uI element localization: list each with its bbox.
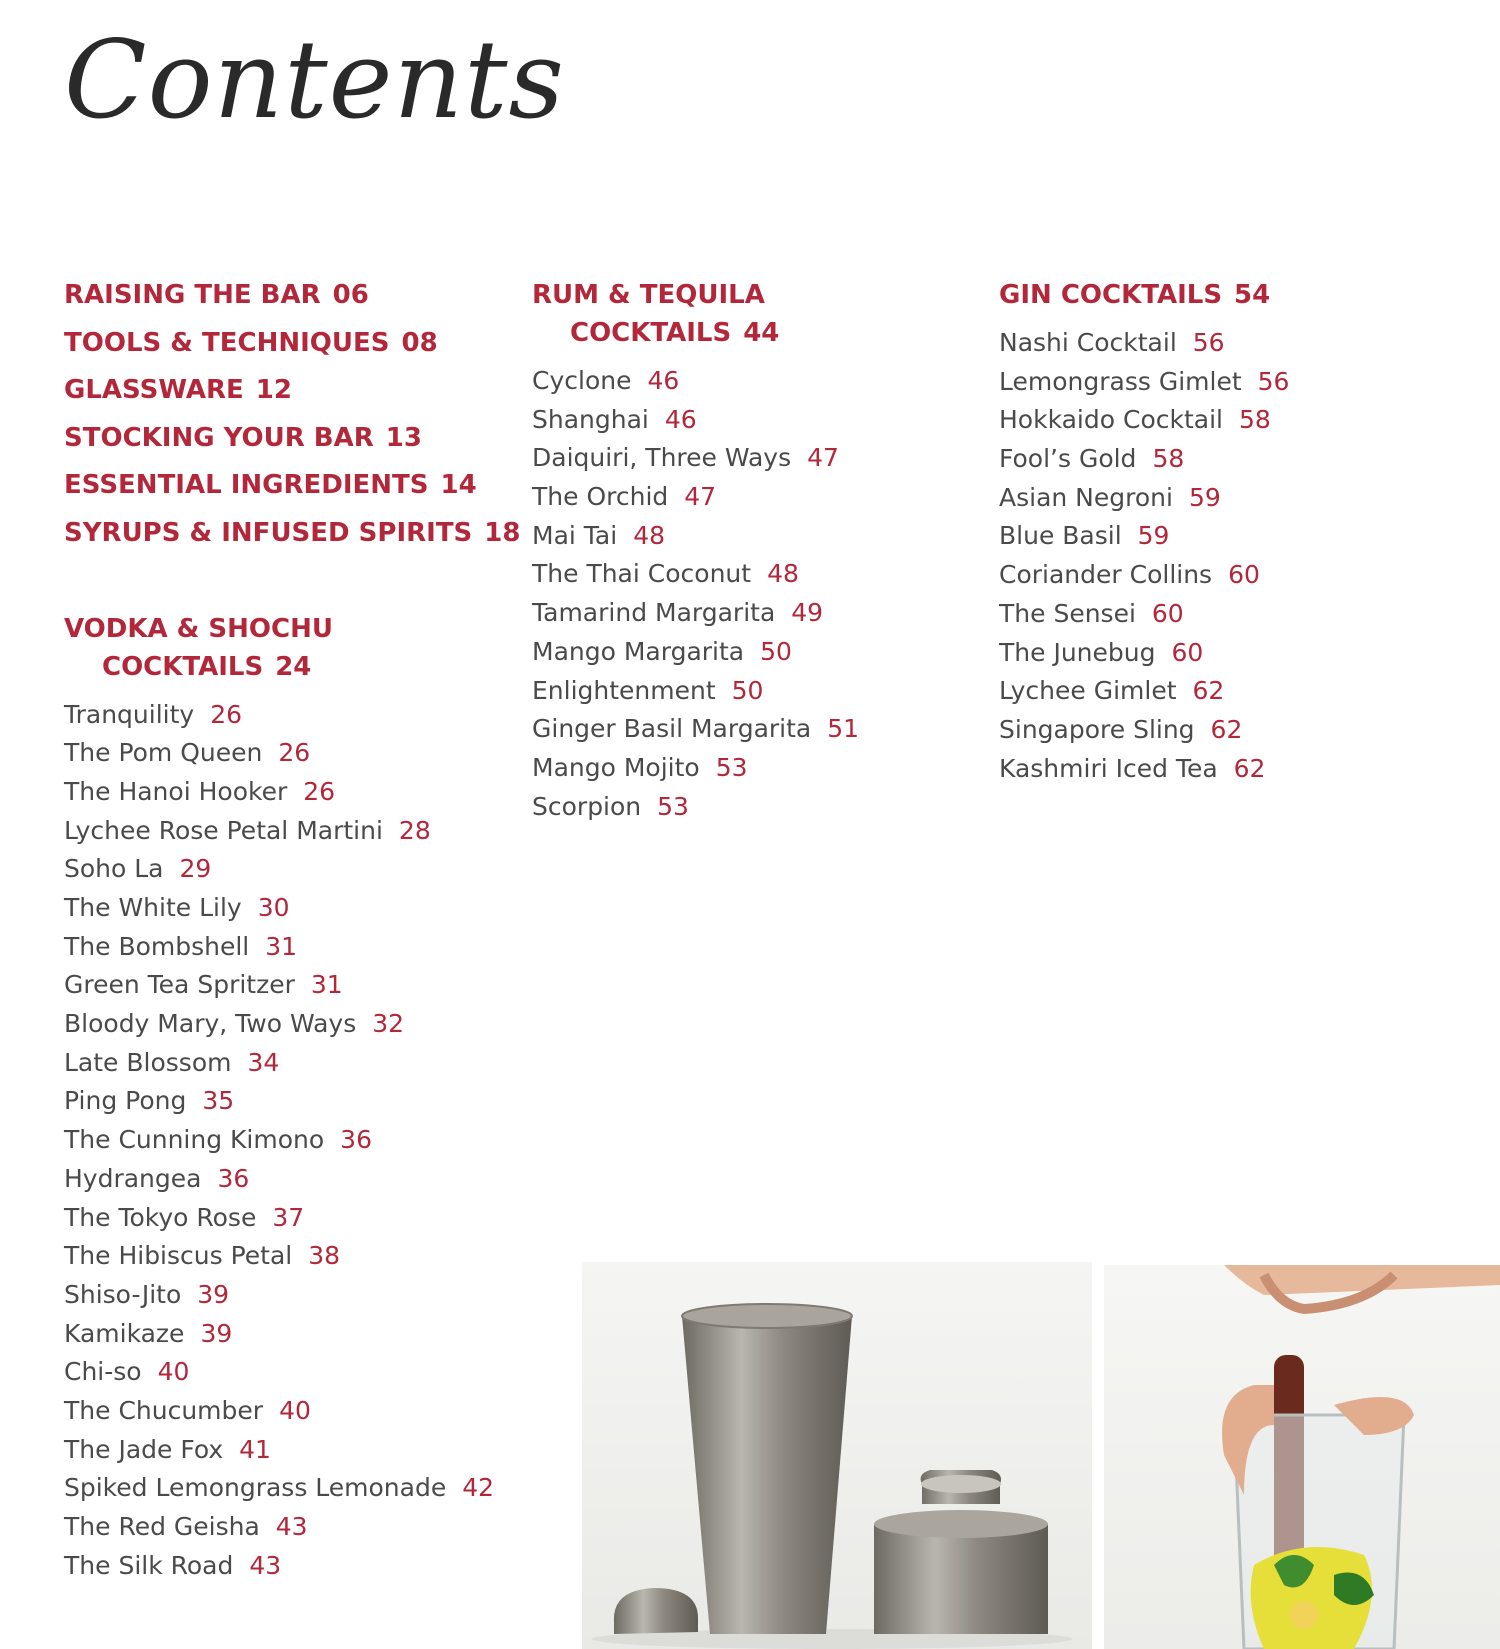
toc-recipe-item[interactable] xyxy=(999,517,1439,556)
page-number: 40 xyxy=(279,1395,311,1425)
page-number: 46 xyxy=(664,404,697,434)
page-number: 39 xyxy=(197,1279,230,1309)
toc-recipe-item[interactable] xyxy=(999,634,1439,673)
recipe-name: The Pom Queen xyxy=(64,738,263,768)
gin-recipe-list xyxy=(999,324,1439,788)
recipe-name: Coriander Collins xyxy=(999,560,1213,590)
page-title: Contents xyxy=(64,18,565,143)
recipe-name: Lychee Rose Petal Martini xyxy=(64,815,383,845)
toc-recipe-item[interactable] xyxy=(64,850,524,889)
recipe-name: The Red Geisha xyxy=(64,1512,260,1541)
section-heading-vodka[interactable]: VODKA & SHOCHU COCKTAILS 24 xyxy=(64,613,333,682)
toc-recipe-item[interactable] xyxy=(64,773,524,812)
toc-recipe-item[interactable] xyxy=(64,1121,524,1160)
recipe-name: Blue Basil xyxy=(999,521,1122,551)
toc-recipe-item[interactable] xyxy=(999,750,1439,789)
page-number: 46 xyxy=(647,366,680,395)
recipe-name: The Chucumber xyxy=(64,1395,264,1425)
recipe-name: The Hanoi Hooker xyxy=(64,776,288,806)
contents-column-3 xyxy=(999,276,1439,788)
page-number: 59 xyxy=(1137,521,1170,551)
recipe-name: The Thai Coconut xyxy=(532,559,752,589)
toc-recipe-item[interactable] xyxy=(64,1082,524,1121)
page-number: 48 xyxy=(633,520,665,550)
recipe-name: Bloody Mary, Two Ways xyxy=(64,1009,357,1039)
toc-recipe-item[interactable] xyxy=(532,401,972,440)
toc-recipe-item[interactable] xyxy=(532,478,972,517)
page-number: 58 xyxy=(1152,444,1185,474)
page-number: 29 xyxy=(179,854,212,884)
page-number: 62 xyxy=(1210,714,1243,744)
recipe-name: Hokkaido Cocktail xyxy=(999,405,1223,435)
recipe-name: Singapore Sling xyxy=(999,714,1195,744)
toc-recipe-item[interactable] xyxy=(999,711,1439,750)
page-number: 35 xyxy=(202,1086,235,1116)
toc-recipe-item[interactable] xyxy=(64,1005,524,1044)
page-number: 42 xyxy=(462,1473,495,1503)
contents-column-1 xyxy=(64,276,524,1585)
recipe-name: Green Tea Spritzer xyxy=(64,970,295,1000)
page-number: 62 xyxy=(1192,676,1225,706)
recipe-name: The Hibiscus Petal xyxy=(64,1241,293,1271)
toc-entry[interactable]: RAISING THE BAR 06 xyxy=(64,280,369,310)
recipe-name: Mango Mojito xyxy=(532,752,700,782)
page-number: 41 xyxy=(239,1434,271,1464)
page-number: 31 xyxy=(265,931,298,961)
recipe-name: Mai Tai xyxy=(532,520,618,550)
page-number: 49 xyxy=(791,598,824,628)
page-number: 50 xyxy=(731,675,764,705)
toc-recipe-item[interactable] xyxy=(64,1237,524,1276)
recipe-name: Lychee Gimlet xyxy=(999,676,1177,706)
page-number: 60 xyxy=(1151,598,1184,628)
toc-recipe-item[interactable] xyxy=(532,439,972,478)
page-number: 26 xyxy=(303,776,336,806)
recipe-name: Mango Margarita xyxy=(532,636,745,666)
recipe-name: Hydrangea xyxy=(64,1163,202,1193)
rum-recipe-list xyxy=(532,362,972,826)
recipe-name: Lemongrass Gimlet xyxy=(999,366,1242,396)
toc-entry[interactable]: ESSENTIAL INGREDIENTS 14 xyxy=(64,470,477,501)
page-number: 58 xyxy=(1238,405,1271,435)
toc-recipe-item[interactable] xyxy=(999,363,1439,402)
page-number: 39 xyxy=(200,1318,233,1348)
page-number: 62 xyxy=(1233,753,1266,783)
recipe-name: The Tokyo Rose xyxy=(64,1202,257,1232)
recipe-name: The Jade Fox xyxy=(64,1434,224,1464)
toc-recipe-item[interactable] xyxy=(999,440,1439,479)
recipe-name: The Bombshell xyxy=(64,931,250,961)
recipe-name: The Orchid xyxy=(532,482,669,512)
page-number: 51 xyxy=(827,714,860,744)
recipe-name: Nashi Cocktail xyxy=(999,328,1177,357)
recipe-name: The Cunning Kimono xyxy=(64,1125,325,1155)
toc-recipe-item[interactable] xyxy=(64,1547,524,1586)
page-number: 36 xyxy=(217,1163,250,1193)
page-number: 30 xyxy=(257,893,290,922)
recipe-name: The White Lily xyxy=(64,893,242,922)
contents-column-2 xyxy=(532,276,972,826)
toc-recipe-item[interactable] xyxy=(532,633,972,672)
toc-recipe-item[interactable] xyxy=(64,1508,524,1547)
toc-recipe-item[interactable] xyxy=(999,556,1439,595)
toc-recipe-item[interactable] xyxy=(532,594,972,633)
toc-recipe-item[interactable] xyxy=(532,710,972,749)
page-number: 50 xyxy=(760,636,792,666)
recipe-name: Spiked Lemongrass Lemonade xyxy=(64,1473,447,1503)
toc-recipe-item[interactable] xyxy=(64,1469,524,1508)
toc-recipe-item[interactable] xyxy=(532,788,972,827)
toc-recipe-item[interactable] xyxy=(64,734,524,773)
toc-recipe-item[interactable] xyxy=(64,889,524,928)
section-heading-gin[interactable]: GIN COCKTAILS 54 xyxy=(999,280,1271,310)
recipe-name: Asian Negroni xyxy=(999,482,1173,512)
toc-entry[interactable]: TOOLS & TECHNIQUES 08 xyxy=(64,327,438,358)
recipe-name: Kashmiri Iced Tea xyxy=(999,753,1218,783)
recipe-name: Ping Pong xyxy=(64,1086,187,1116)
page-number: 26 xyxy=(278,738,311,768)
cocktail-shaker-photo xyxy=(582,1262,1092,1649)
recipe-name: Daiquiri, Three Ways xyxy=(532,443,792,473)
toc-recipe-item[interactable] xyxy=(999,401,1439,440)
page-number: 34 xyxy=(247,1047,280,1077)
toc-recipe-item[interactable] xyxy=(64,1160,524,1199)
recipe-name: Soho La xyxy=(64,854,164,884)
front-matter-list xyxy=(64,276,524,562)
recipe-name: Ginger Basil Margarita xyxy=(532,714,812,744)
page-number: 38 xyxy=(308,1241,341,1271)
toc-recipe-item[interactable] xyxy=(999,479,1439,518)
page-number: 28 xyxy=(398,815,431,845)
toc-recipe-item[interactable] xyxy=(64,812,524,851)
recipe-name: Cyclone xyxy=(532,366,632,395)
toc-recipe-item[interactable] xyxy=(999,672,1439,711)
page-number: 31 xyxy=(310,970,343,1000)
toc-recipe-item[interactable] xyxy=(64,1392,524,1431)
toc-entry[interactable]: GLASSWARE 12 xyxy=(64,375,292,406)
toc-recipe-item[interactable] xyxy=(64,1199,524,1238)
page-number: 53 xyxy=(715,752,748,782)
toc-recipe-item[interactable] xyxy=(532,672,972,711)
toc-recipe-item[interactable] xyxy=(64,696,524,735)
toc-recipe-item[interactable] xyxy=(999,324,1439,363)
recipe-name: Shiso-Jito xyxy=(64,1279,182,1309)
page-number: 59 xyxy=(1188,482,1221,512)
page-number: 53 xyxy=(657,791,689,821)
vodka-recipe-list xyxy=(64,696,524,1586)
page-number: 60 xyxy=(1228,560,1260,590)
toc-recipe-item[interactable] xyxy=(64,928,524,967)
page-number: 56 xyxy=(1257,366,1290,396)
page-number: 47 xyxy=(684,482,717,512)
toc-recipe-item[interactable] xyxy=(532,749,972,788)
toc-recipe-item[interactable] xyxy=(64,1044,524,1083)
recipe-name: Scorpion xyxy=(532,791,642,821)
toc-recipe-item[interactable] xyxy=(532,517,972,556)
page-number: 48 xyxy=(767,559,799,589)
recipe-name: Fool’s Gold xyxy=(999,444,1137,474)
page-number: 60 xyxy=(1171,637,1204,667)
recipe-name: Chi-so xyxy=(64,1357,142,1387)
toc-recipe-item[interactable] xyxy=(64,1276,524,1315)
toc-recipe-item[interactable] xyxy=(64,1315,524,1354)
recipe-name: Late Blossom xyxy=(64,1047,232,1077)
recipe-name: The Junebug xyxy=(999,637,1156,667)
page-number: 47 xyxy=(807,443,839,473)
recipe-name: The Silk Road xyxy=(64,1550,234,1580)
recipe-name: Tamarind Margarita xyxy=(532,598,776,628)
page-number: 32 xyxy=(372,1009,405,1039)
page-number: 56 xyxy=(1192,328,1225,357)
page-number: 37 xyxy=(272,1202,305,1232)
section-heading-rum[interactable]: RUM & TEQUILA COCKTAILS 44 xyxy=(532,280,780,348)
page-number: 36 xyxy=(340,1125,372,1155)
toc-recipe-item[interactable] xyxy=(532,555,972,594)
recipe-name: Enlightenment xyxy=(532,675,716,705)
toc-entry[interactable]: STOCKING YOUR BAR 13 xyxy=(64,422,422,453)
recipe-name: Kamikaze xyxy=(64,1318,185,1348)
toc-recipe-item[interactable] xyxy=(64,966,524,1005)
recipe-name: Tranquility xyxy=(64,699,195,729)
toc-recipe-item[interactable] xyxy=(532,362,972,401)
toc-recipe-item[interactable] xyxy=(64,1353,524,1392)
recipe-name: The Sensei xyxy=(999,598,1136,628)
toc-recipe-item[interactable] xyxy=(64,1431,524,1470)
page-number: 43 xyxy=(249,1550,282,1580)
muddling-mojito-photo xyxy=(1104,1265,1500,1649)
page-number: 26 xyxy=(210,699,243,729)
recipe-name: Shanghai xyxy=(532,404,649,434)
toc-entry[interactable]: SYRUPS & INFUSED SPIRITS 18 xyxy=(64,517,521,548)
page-number: 40 xyxy=(157,1357,190,1387)
page-number: 43 xyxy=(275,1512,308,1541)
toc-recipe-item[interactable] xyxy=(999,595,1439,634)
